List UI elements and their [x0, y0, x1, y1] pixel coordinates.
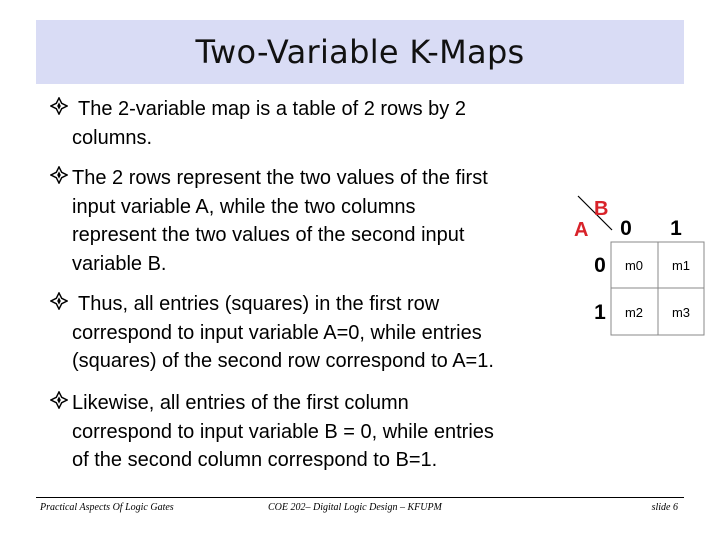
footer-slide-number: slide 6	[651, 502, 678, 513]
kmap-cell-label: m0	[624, 258, 644, 273]
kmap-cell-label: m3	[671, 305, 691, 320]
kmap-diagram	[560, 188, 710, 348]
diamond-bullet-icon	[50, 166, 68, 184]
kmap-col-header-1: 1	[670, 217, 682, 240]
diamond-bullet-icon	[50, 292, 68, 310]
bullet-line: input variable A, while the two columns	[72, 195, 416, 218]
bullet-line: variable B.	[72, 252, 167, 275]
slide-title: Two-Variable K-Maps	[195, 33, 525, 71]
bullet-line: represent the two values of the second input	[72, 224, 465, 246]
kmap-col-header-0: 0	[620, 217, 632, 240]
bullet-line: The 2 rows represent the two values of the first	[72, 167, 488, 189]
kmap-cell-label: m2	[624, 305, 644, 320]
bullet-line: columns.	[72, 126, 153, 149]
bullet-line: (squares) of the second row correspond to A=1.	[72, 350, 494, 372]
title-bar	[36, 20, 684, 84]
kmap-row-header-0: 0	[594, 254, 606, 277]
footer-course-topic: Practical Aspects Of Logic Gates	[40, 502, 174, 513]
kmap-row-variable: A	[574, 219, 589, 241]
bullet-line: of the second column correspond to B=1.	[72, 449, 438, 471]
footer-course-name: COE 202– Digital Logic Design – KFUPM	[268, 502, 442, 513]
diamond-bullet-icon	[50, 391, 68, 409]
bullet-line: correspond to input variable B = 0, while entries	[72, 420, 494, 443]
footer-divider	[36, 497, 684, 498]
kmap-cell-label: m1	[671, 258, 691, 273]
diamond-bullet-icon	[50, 97, 68, 115]
bullet-line: Likewise, all entries of the first column	[72, 392, 409, 414]
bullet-line: correspond to input variable A=0, while entries	[72, 321, 482, 344]
kmap-row-header-1: 1	[594, 301, 606, 324]
bullet-line: Thus, all entries (squares) in the first row	[78, 293, 440, 315]
bullet-line: The 2-variable map is a table of 2 rows by 2	[78, 98, 466, 120]
kmap-col-variable: B	[594, 198, 609, 220]
